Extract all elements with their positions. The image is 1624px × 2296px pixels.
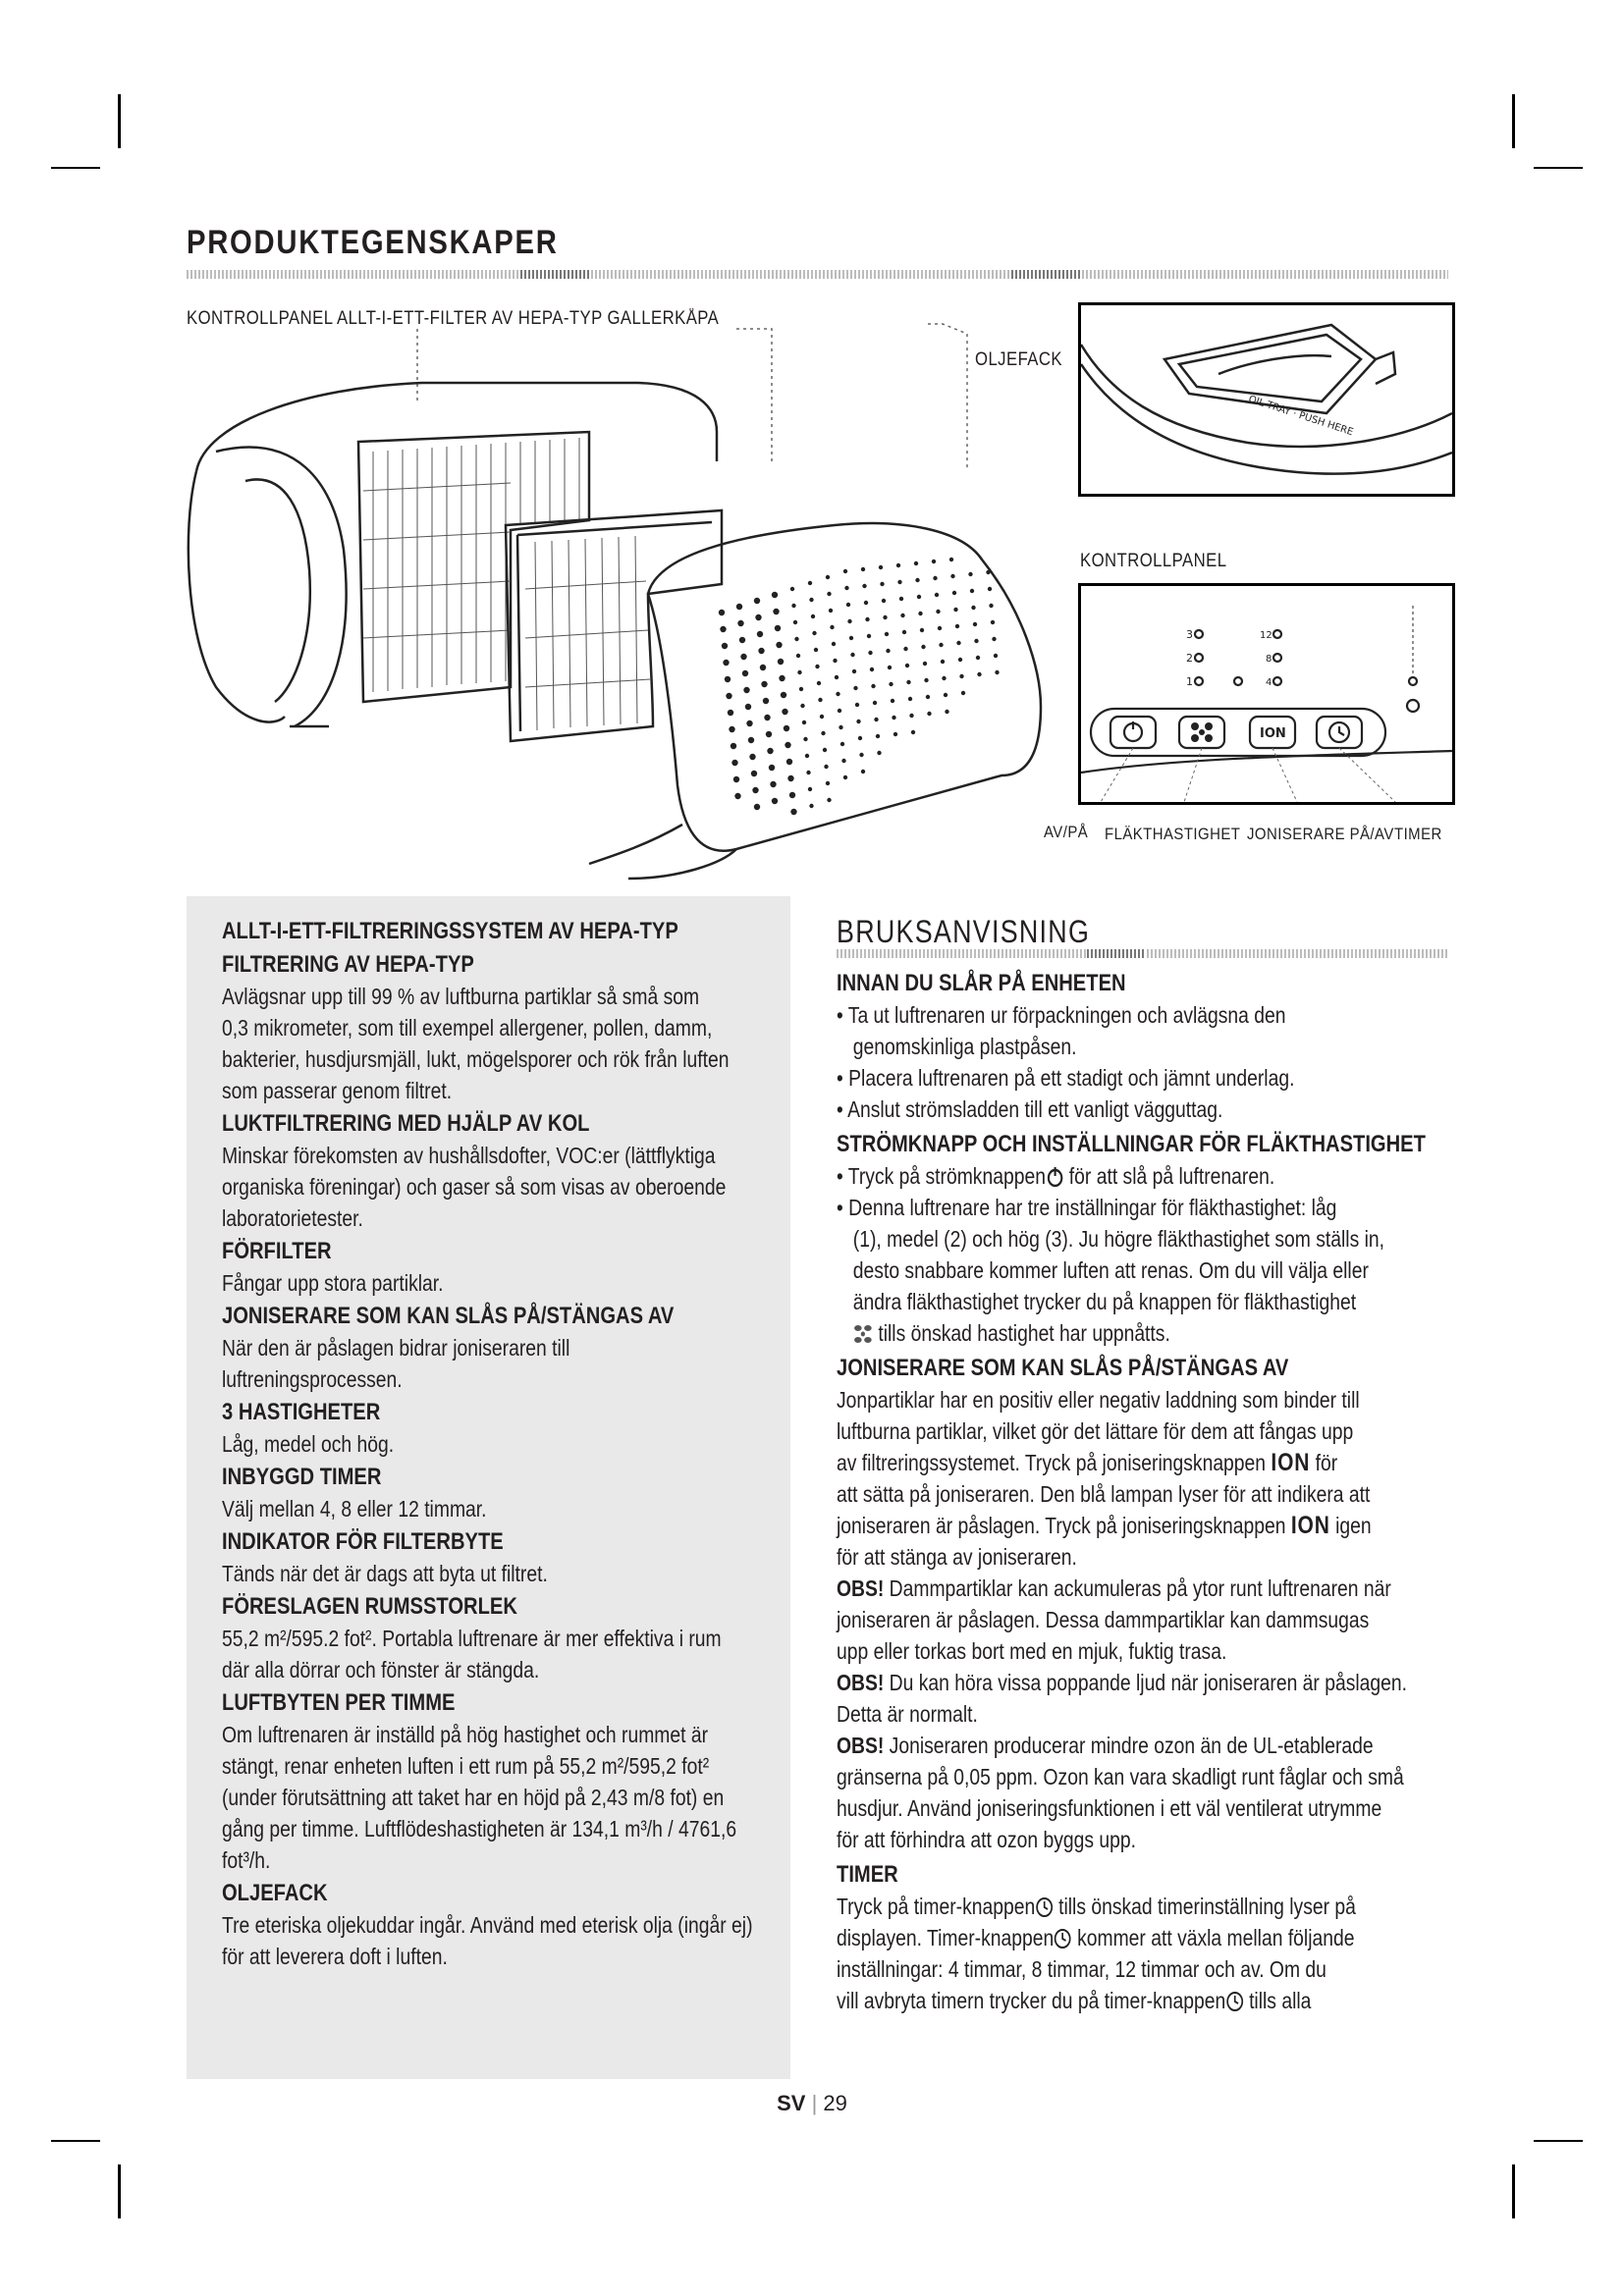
ion-text: igen	[1329, 1513, 1372, 1538]
obs-text: Dammpartiklar kan ackumuleras på ytor runt luftrenaren när	[884, 1575, 1391, 1601]
timer-text: inställningar: 4 timmar, 8 timmar, 12 timmar och av. Om du	[837, 1956, 1326, 1982]
feature-text: (under förutsättning att taket har en höjd på 2,43 m/8 fot) en	[222, 1785, 725, 1810]
timer-text: vill avbryta timern trycker du på timer-knappen	[837, 1988, 1226, 2013]
ion-text: Jonpartiklar har en positiv eller negativ laddning som binder till	[837, 1387, 1360, 1413]
feature-text: Låg, medel och hög.	[222, 1431, 395, 1457]
feature-text: organiska föreningar) och gaser så som visas av oberoende	[222, 1174, 727, 1200]
crop-mark	[1512, 2164, 1515, 2218]
crop-mark	[118, 94, 121, 148]
instructions-column: BRUKSANVISNING INNAN DU SLÅR PÅ ENHETEN • Ta ut luftrenaren ur förpackningen och avlägsna den genomskinliga plastpåsen. • Placera luftrenaren på ett stadigt och jämnt underlag. • Anslut strömsladden till ett vanligt vägguttag. STRÖMKNAPP OCH INSTÄLLNINGAR FÖR FLÄKTHASTIGHET • Tryck på strömknappen för att slå på luftrenaren. • Denna luftrenare har tre inställningar för fläkthastighet: låg (1), medel (2) och hög (3). Ju högre fläkthastighet som ställs in, desto snabbare kommer luften att renas. Om du vill välja eller ändra fläkthastighet trycker du på knappen för fläkthastighet tills önskad hastighet har uppnåtts. JONISERARE SOM KAN SLÅS PÅ/STÄNGAS AV Jonpartiklar har en positiv eller negativ laddning som binder till luftburna partiklar, vilket gör det lättare för dem att fångas upp av filtreringssystemet. Tryck på joniseringsknappen ION för att sätta på joniseraren. Den blå lampan lyser för att indikera att joniseraren är påslagen. Tryck på joniseringsknappen ION igen för att stänga av joniseraren. OBS! Dammpartiklar kan ackumuleras på ytor runt luftrenaren när joniseraren är påslagen. Dessa dammpartiklar kan dammsugas upp eller torkas bort med en mjuk, fuktig trasa. OBS! Du kan höra vissa poppande ljud när joniseraren är påslagen. Detta är normalt. OBS! Joniseraren producerar mindre ozon än de UL-etablerade gränserna på 0,05 ppm. Ozon kan vara skadligt runt fåglar och små husdjur. Använd joniseringsfunktionen i ett väl ventilerat utrymme för att förhindra att ozon byggs upp. TIMER Tryck på timer-knappen tills önskad timerinställning lyser på displayen. Timer-knappen kommer att växla mellan följande inställningar: 4 timmar, 8 timmar, 12 timmar och av. Om du vill avbryta timern trycker du på timer-knappen tills alla	[837, 916, 1583, 2016]
obs-text: upp eller torkas bort med en mjuk, fuktig trasa.	[837, 1638, 1227, 1664]
feature-text: Tänds när det är dags att byta ut filtret.	[222, 1561, 548, 1586]
ion-text: luftburna partiklar, vilket gör det lättare för dem att fångas upp	[837, 1418, 1354, 1444]
feature-title: INBYGGD TIMER	[222, 1464, 382, 1490]
footer-lang: SV	[777, 2091, 806, 2115]
obs-text: husdjur. Använd joniseringsfunktionen i ett väl ventilerat utrymme	[837, 1795, 1382, 1821]
feature-title: FÖRESLAGEN RUMSSTORLEK	[222, 1593, 517, 1620]
diagram-label-power: AV/PÅ	[1044, 823, 1089, 841]
feature-text: 0,3 mikrometer, som till exempel allergener, pollen, damm,	[222, 1015, 713, 1041]
fan-text: desto snabbare kommer luften att renas. Om du vill välja eller	[852, 1257, 1369, 1283]
timer-text: tills önskad timerinställning lyser på	[1053, 1894, 1356, 1919]
feature-text: som passerar genom filtret.	[222, 1078, 453, 1103]
before-bullet-2: Placera luftrenaren på ett stadigt och jämnt underlag.	[848, 1065, 1295, 1091]
before-title: INNAN DU SLÅR PÅ ENHETEN	[837, 970, 1126, 996]
before-bullet-3: Anslut strömsladden till ett vanligt vägguttag.	[847, 1096, 1223, 1122]
diagram-label-fanspeed: FLÄKTHASTIGHET	[1105, 825, 1241, 843]
page-footer	[0, 2091, 1624, 2116]
features-list	[222, 916, 850, 1972]
feature-text: laboratorietester.	[222, 1205, 363, 1231]
instructions-rule	[837, 949, 1448, 958]
feature-text: Fångar upp stora partiklar.	[222, 1270, 444, 1296]
timer-text: tills alla	[1243, 1988, 1312, 2013]
ion-text: joniseraren är påslagen. Tryck på joniseringsknappen	[837, 1513, 1291, 1538]
timer-icon	[1054, 1928, 1071, 1949]
feature-title: FÖRFILTER	[222, 1238, 332, 1264]
obs-text: joniseraren är påslagen. Dessa dammpartiklar kan dammsugas	[837, 1607, 1370, 1632]
timer-text: kommer att växla mellan följande	[1071, 1925, 1355, 1950]
speed-label-2: 2	[1186, 652, 1193, 665]
oil-tray-illustration	[1081, 305, 1452, 494]
before-bullet-1-cont: genomskinliga plastpåsen.	[852, 1034, 1077, 1059]
before-bullet-1: Ta ut luftrenaren ur förpackningen och avlägsna den	[847, 1002, 1286, 1028]
diagram-label-timer: TIMER	[1394, 825, 1442, 843]
diagram-callout-top: KONTROLLPANEL ALLT-I-ETT-FILTER AV HEPA-TYP GALLERKÅPA	[187, 308, 720, 329]
page-number: 29	[823, 2091, 847, 2115]
fan-icon	[853, 1323, 873, 1345]
air-purifier-exploded-diagram	[187, 314, 1070, 883]
feature-text: för att leverera doft i luften.	[222, 1944, 448, 1969]
timer-label-4: 4	[1266, 677, 1272, 688]
feature-text: Avlägsnar upp till 99 % av luftburna partiklar så små som	[222, 984, 700, 1009]
feature-text: Om luftrenaren är inställd på hög hastighet och rummet är	[222, 1722, 709, 1747]
feature-text: Tre eteriska oljekuddar ingår. Använd med eterisk olja (ingår ej)	[222, 1912, 753, 1938]
ion-text: att sätta på joniseraren. Den blå lampan lyser för att indikera att	[837, 1481, 1371, 1507]
ion-title: JONISERARE SOM KAN SLÅS PÅ/STÄNGAS AV	[837, 1355, 1289, 1381]
section-rule	[187, 270, 1448, 279]
fan-text-end: tills önskad hastighet har uppnåtts.	[872, 1320, 1170, 1346]
feature-text: 55,2 m²/595.2 fot². Portabla luftrenare är mer effektiva i rum	[222, 1626, 722, 1651]
timer-label-8: 8	[1266, 654, 1272, 665]
timer-label-12: 12	[1260, 630, 1272, 641]
crop-mark	[1534, 167, 1583, 169]
feature-title: LUFTBYTEN PER TIMME	[222, 1689, 456, 1716]
obs-text: Du kan höra vissa poppande ljud när joniseraren är påslagen.	[884, 1670, 1408, 1695]
feature-text: där alla dörrar och fönster är stängda.	[222, 1657, 540, 1682]
power-text: Tryck på strömknappen	[847, 1163, 1046, 1189]
crop-mark	[1512, 94, 1515, 148]
ion-word: ION	[1290, 1512, 1330, 1539]
power-text-end: för att slå på luftrenaren.	[1063, 1163, 1275, 1189]
feature-text: Minskar förekomsten av hushållsdofter, VOC:er (lättflyktiga	[222, 1143, 716, 1168]
feature-text: luftreningsprocessen.	[222, 1366, 403, 1392]
diagram-callout-kontrollpanel: KONTROLLPANEL	[1080, 551, 1227, 571]
obs-label: OBS!	[837, 1575, 885, 1601]
feature-text: När den är påslagen bidrar joniseraren till	[222, 1335, 570, 1361]
crop-mark	[51, 2140, 100, 2142]
crop-mark	[1534, 2140, 1583, 2142]
ion-word: ION	[1271, 1449, 1311, 1476]
crop-mark	[51, 167, 100, 169]
fan-text: Denna luftrenare har tre inställningar för fläkthastighet: låg	[848, 1195, 1337, 1220]
feature-text: Välj mellan 4, 8 eller 12 timmar.	[222, 1496, 487, 1522]
timer-text: Tryck på timer-knappen	[837, 1894, 1036, 1919]
section-title: PRODUKTEGENSKAPER	[187, 224, 559, 261]
obs-text: Joniseraren producerar mindre ozon än de UL-etablerade	[884, 1733, 1374, 1758]
diagram-label-ionizer: JONISERARE PÅ/AV	[1247, 825, 1394, 843]
power-icon	[1046, 1166, 1063, 1188]
power-title: STRÖMKNAPP OCH INSTÄLLNINGAR FÖR FLÄKTHASTIGHET	[837, 1131, 1426, 1157]
feature-title: JONISERARE SOM KAN SLÅS PÅ/STÄNGAS AV	[222, 1303, 675, 1329]
feature-title: 3 HASTIGHETER	[222, 1399, 381, 1425]
oil-tray-text: OIL TRAY · PUSH HERE	[1247, 394, 1355, 439]
speed-label-3: 3	[1186, 628, 1193, 641]
timer-text: displayen. Timer-knappen	[837, 1925, 1055, 1950]
feature-title: OLJEFACK	[222, 1880, 328, 1906]
feature-text: fot³/h.	[222, 1847, 271, 1873]
footer-separator: |	[811, 2091, 818, 2115]
feature-title: FILTRERING AV HEPA-TYP	[222, 951, 474, 978]
timer-icon	[1225, 1991, 1243, 2012]
feature-title: ALLT-I-ETT-FILTRERINGSSYSTEM AV HEPA-TYP	[222, 918, 678, 944]
ion-text: för att stänga av joniseraren.	[837, 1544, 1077, 1570]
crop-mark	[118, 2164, 121, 2218]
ion-button-label: ION	[1260, 726, 1286, 741]
obs-text: Detta är normalt.	[837, 1701, 978, 1727]
fan-text: (1), medel (2) och hög (3). Ju högre fläkthastighet som ställs in,	[852, 1226, 1385, 1252]
instructions-title: BRUKSANVISNING	[837, 914, 1091, 949]
ion-text: för	[1310, 1450, 1338, 1475]
obs-text: gränserna på 0,05 ppm. Ozon kan vara skadligt runt fåglar och små	[837, 1764, 1404, 1789]
feature-title: INDIKATOR FÖR FILTERBYTE	[222, 1528, 504, 1555]
speed-label-1: 1	[1186, 675, 1193, 688]
ion-text: av filtreringssystemet. Tryck på joniseringsknappen	[837, 1450, 1272, 1475]
diagram-callout-oljefack: OLJEFACK	[975, 349, 1063, 370]
obs-label: OBS!	[837, 1670, 885, 1695]
fan-text: ändra fläkthastighet trycker du på knappen för fläkthastighet	[852, 1289, 1357, 1314]
feature-text: bakterier, husdjursmjäll, lukt, mögelsporer och rök från luften	[222, 1046, 730, 1072]
oil-tray-inset	[1078, 302, 1455, 497]
feature-title: LUKTFILTRERING MED HJÄLP AV KOL	[222, 1110, 590, 1137]
feature-text: stängt, renar enheten luften i ett rum på 55,2 m²/595,2 fot²	[222, 1753, 710, 1779]
obs-text: för att förhindra att ozon byggs upp.	[837, 1827, 1137, 1852]
obs-label: OBS!	[837, 1733, 885, 1758]
timer-title: TIMER	[837, 1861, 898, 1888]
control-panel-inset	[1078, 583, 1455, 805]
feature-text: gång per timme. Luftflödeshastigheten är 134,1 m³/h / 4761,6	[222, 1816, 737, 1842]
control-panel-illustration	[1081, 586, 1452, 802]
timer-icon	[1035, 1896, 1053, 1918]
